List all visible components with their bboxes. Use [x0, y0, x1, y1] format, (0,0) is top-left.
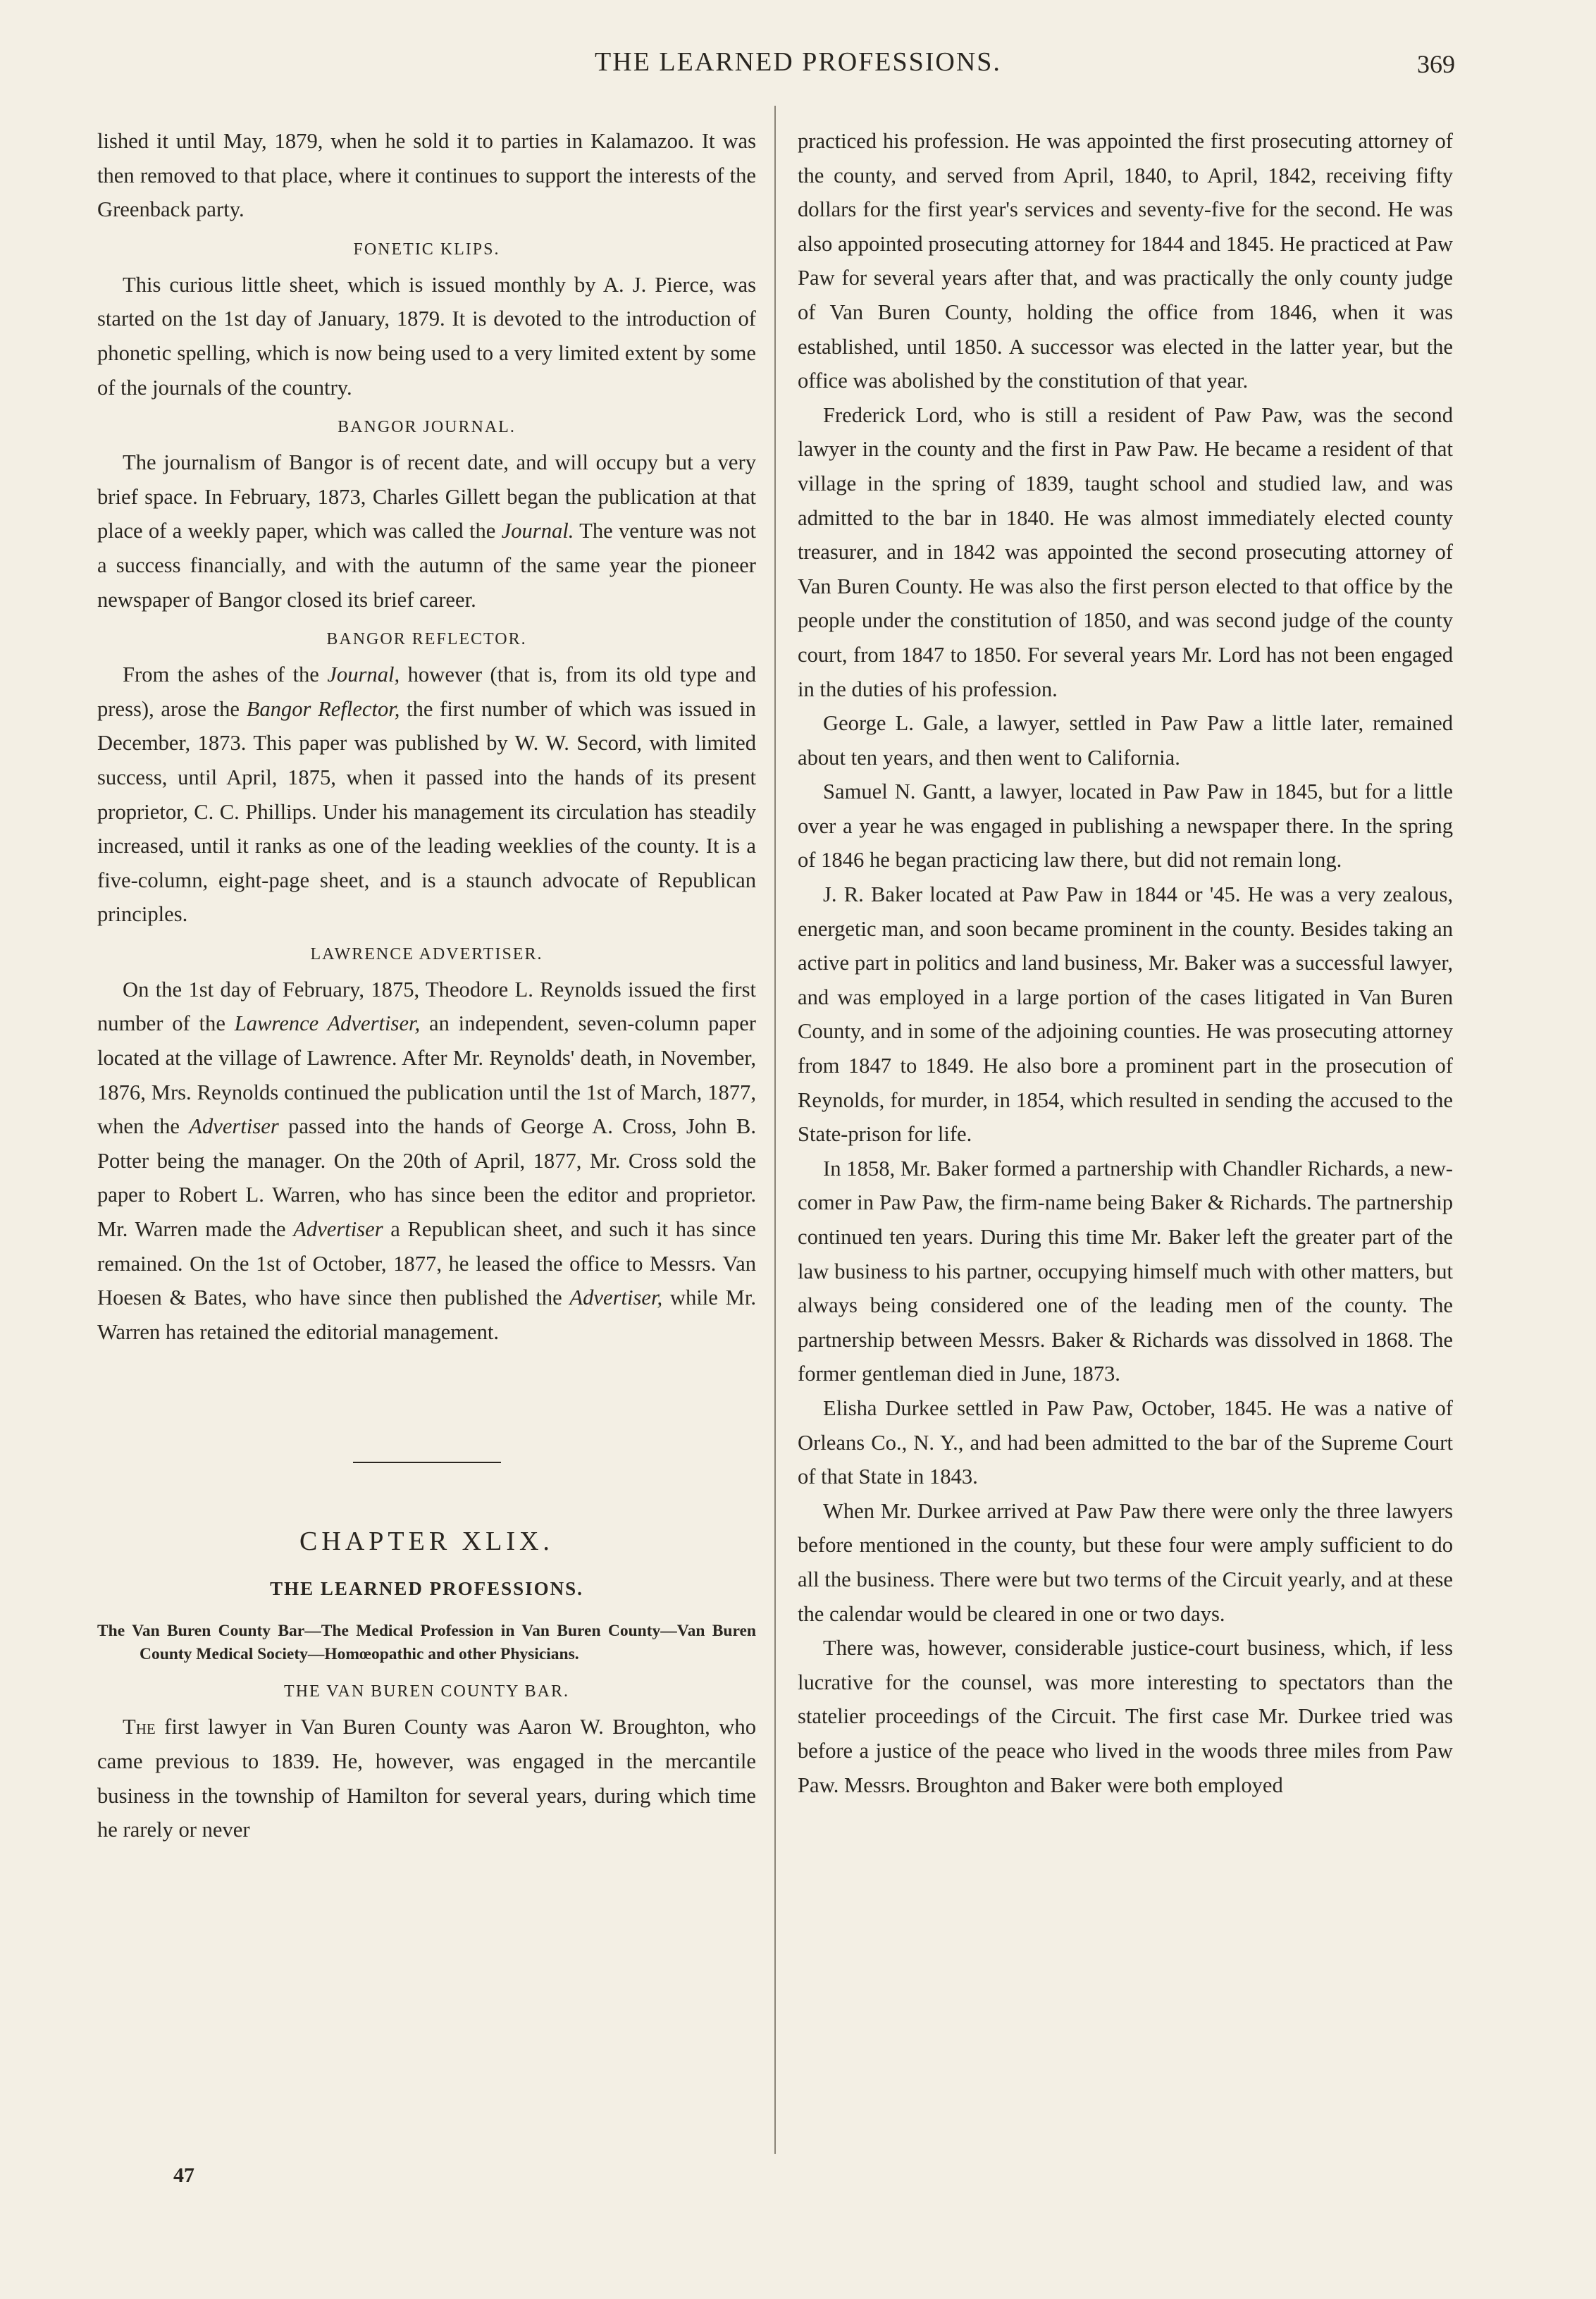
- paragraph: Elisha Durkee settled in Paw Paw, October, 1845. He was a native of Orleans Co., N. Y., and had been admitted to the bar of the Supreme Court of that State in 1843.: [798, 1395, 1453, 1489]
- section-heading-bangor-journal: BANGOR JOURNAL.: [338, 418, 516, 437]
- italic-title: Journal,: [327, 662, 400, 687]
- paragraph: This curious little sheet, which is issued monthly by A. J. Pierce, was started on the 1st day of January, 1879. It is devoted to the introduction of phonetic spelling, which is now being used to a very limited extent by some of the journals of the country.: [97, 272, 756, 400]
- chapter-summary: The Van Buren County Bar—The Medical Profession in Van Buren County—Van Buren County Medical Society—Homœopathic and other Physicians.: [97, 1622, 756, 1664]
- paragraph: [97, 445, 756, 617]
- text-run: the first number of which was issued in December, 1873. This paper was published by W. W. Secord, with limited success, until April, 1875, when it passed into the hands of its present proprietor, C. C. Phillips. Under his management its circulation has steadily increased, until it ranks as one of the leading weeklies of the county. It is a five-column, eight-page sheet, and is a staunch advocate of Republican principles.: [97, 696, 756, 927]
- italic-title: Journal.: [501, 519, 574, 543]
- paragraph: Samuel N. Gantt, a lawyer, located in Paw Paw in 1845, but for a little over a year he was engaged in publishing a newspaper there. In the spring of 1846 he began practicing law there, but did not remain long.: [798, 779, 1453, 873]
- right-column: [798, 124, 1453, 1802]
- text-run: On the 1st day of February, 1875, Theodore L. Reynolds issued the first number of the: [97, 977, 756, 1036]
- chapter-subject: THE LEARNED PROFESSIONS.: [270, 1578, 583, 1600]
- text-run: passed into the hands of George A. Cross, John B. Potter being the manager. On the 20th of April, 1877, Mr. Cross sold the paper to Robert L. Warren, who has since been the editor and proprietor. Mr. Warren made the: [97, 1114, 756, 1242]
- paragraph: [97, 658, 756, 932]
- text-run: an independent, seven-column paper located at the village of Lawrence. After Mr. Reynolds' death, in November, 1876, Mrs. Reynolds continued the publication until the 1st of March, 1877, when the: [97, 1011, 756, 1139]
- paragraph: J. R. Baker located at Paw Paw in 1844 or '45. He was a very zealous, energetic man, and soon became prominent in the county. Besides taking an active part in politics and land business, Mr. Baker was a successful lawyer, and was employed in a large portion of the cases litigated in Van Buren County, and in some of the adjoining counties. He was prosecuting attorney from 1847 to 1849. He also bore a prominent part in the prosecution of Reynolds, for murder, in 1854, which resulted in sending the accused to the State-prison for life.: [798, 882, 1453, 1147]
- text-run: The venture was not a success financially, and with the autumn of the same year the pioneer newspaper of Bangor closed its brief career.: [97, 519, 756, 612]
- paragraph: Frederick Lord, who is still a resident of Paw Paw, was the second lawyer in the county and the first in Paw Paw. He became a resident of that village in the spring of 1839, taught school and studied law, and was admitted to the bar in 1840. He was almost immediately elected county treasurer, and in 1842 was appointed the second prosecuting attorney of Van Buren County. He was also the first person elected to that office by the people under the constitution of 1850, and was second judge of the county court, from 1847 to 1850. For several years Mr. Lord has not been engaged in the duties of his profession.: [798, 402, 1453, 701]
- text-run: however (that is, from its old type and press), arose the: [97, 662, 756, 721]
- italic-title: Lawrence Advertiser,: [234, 1011, 421, 1036]
- paragraph: There was, however, considerable justice-court business, which, if less lucrative for the counsel, was more interesting to spectators than the statelier proceedings of the Circuit. The first case Mr. Durkee tried was before a justice of the peace who lived in the woods three miles from Paw Paw. Messrs. Broughton and Baker were both employed: [798, 1636, 1453, 1797]
- lead-word: The: [123, 1715, 156, 1739]
- signature-mark: 47: [173, 2164, 194, 2187]
- italic-title: Bangor Reflector,: [246, 696, 400, 721]
- section-heading-county-bar: THE VAN BUREN COUNTY BAR.: [284, 1682, 569, 1701]
- text-run: The journalism of Bangor is of recent date, and will occupy but a very brief space. In February, 1873, Charles Gillett began the publication at that place of a weekly paper, which was called the: [97, 450, 756, 543]
- italic-title: Advertiser: [293, 1217, 383, 1242]
- italic-title: Advertiser: [189, 1114, 279, 1139]
- text-run: From the ashes of the: [123, 662, 328, 687]
- paragraph: [97, 973, 756, 1350]
- italic-title: Advertiser,: [569, 1286, 663, 1310]
- paragraph: George L. Gale, a lawyer, settled in Paw Paw a little later, remained about ten years, and then went to California.: [798, 711, 1453, 770]
- paragraph: When Mr. Durkee arrived at Paw Paw there were only the three lawyers before mentioned in the county, but these four were amply sufficient to do all the business. There were but two terms of the Circuit yearly, and at these the calendar would be cleared in one or two days.: [798, 1498, 1453, 1626]
- chapter-divider-rule: [353, 1462, 501, 1463]
- section-heading-lawrence-advertiser: LAWRENCE ADVERTISER.: [310, 944, 543, 963]
- paragraph: lished it until May, 1879, when he sold it to parties in Kalamazoo. It was then removed to that place, where it continues to support the interests of the Greenback party.: [97, 129, 756, 222]
- paragraph: In 1858, Mr. Baker formed a partnership with Chandler Richards, a new-comer in Paw Paw, the firm-name being Baker & Richards. The partnership continued ten years. During this time Mr. Baker left the greater part of the law business to his partner, occupying himself much with other matters, but always being considered one of the leading men of the county. The partnership between Messrs. Baker & Richards was dissolved in 1868. The former gentleman died in June, 1873.: [798, 1156, 1453, 1386]
- running-title: THE LEARNED PROFESSIONS.: [595, 47, 1001, 77]
- section-heading-fonetic-klips: FONETIC KLIPS.: [353, 240, 500, 259]
- page-number: 369: [1417, 50, 1455, 78]
- left-column: [97, 124, 756, 1847]
- section-heading-bangor-reflector: BANGOR REFLECTOR.: [326, 630, 527, 649]
- column-divider: [774, 106, 776, 2154]
- page-header: [0, 47, 1596, 89]
- paragraph: [97, 1710, 756, 1847]
- text-run: a Republican sheet, and such it has since remained. On the 1st of October, 1877, he leased the office to Messrs. Van Hoesen & Bates, who have since then published the: [97, 1217, 756, 1310]
- paragraph: practiced his profession. He was appointed the first prosecuting attorney of the county, and served from April, 1840, to April, 1842, receiving fifty dollars for the first year's services and seventy-five for the second. He was also appointed prosecuting attorney for 1844 and 1845. He practiced at Paw Paw for several years after that, and was practically the only county judge of Van Buren County, holding the office from 1846, when it was established, until 1850. A successor was elected in the latter year, but the office was abolished by the constitution of that year.: [798, 129, 1453, 393]
- text-run: first lawyer in Van Buren County was Aaron W. Broughton, who came previous to 1839. He, however, was engaged in the mercantile business in the township of Hamilton for several years, during which time he rarely or never: [97, 1715, 756, 1842]
- chapter-title: CHAPTER XLIX.: [299, 1527, 554, 1557]
- text-run: while Mr. Warren has retained the editorial management.: [97, 1286, 756, 1344]
